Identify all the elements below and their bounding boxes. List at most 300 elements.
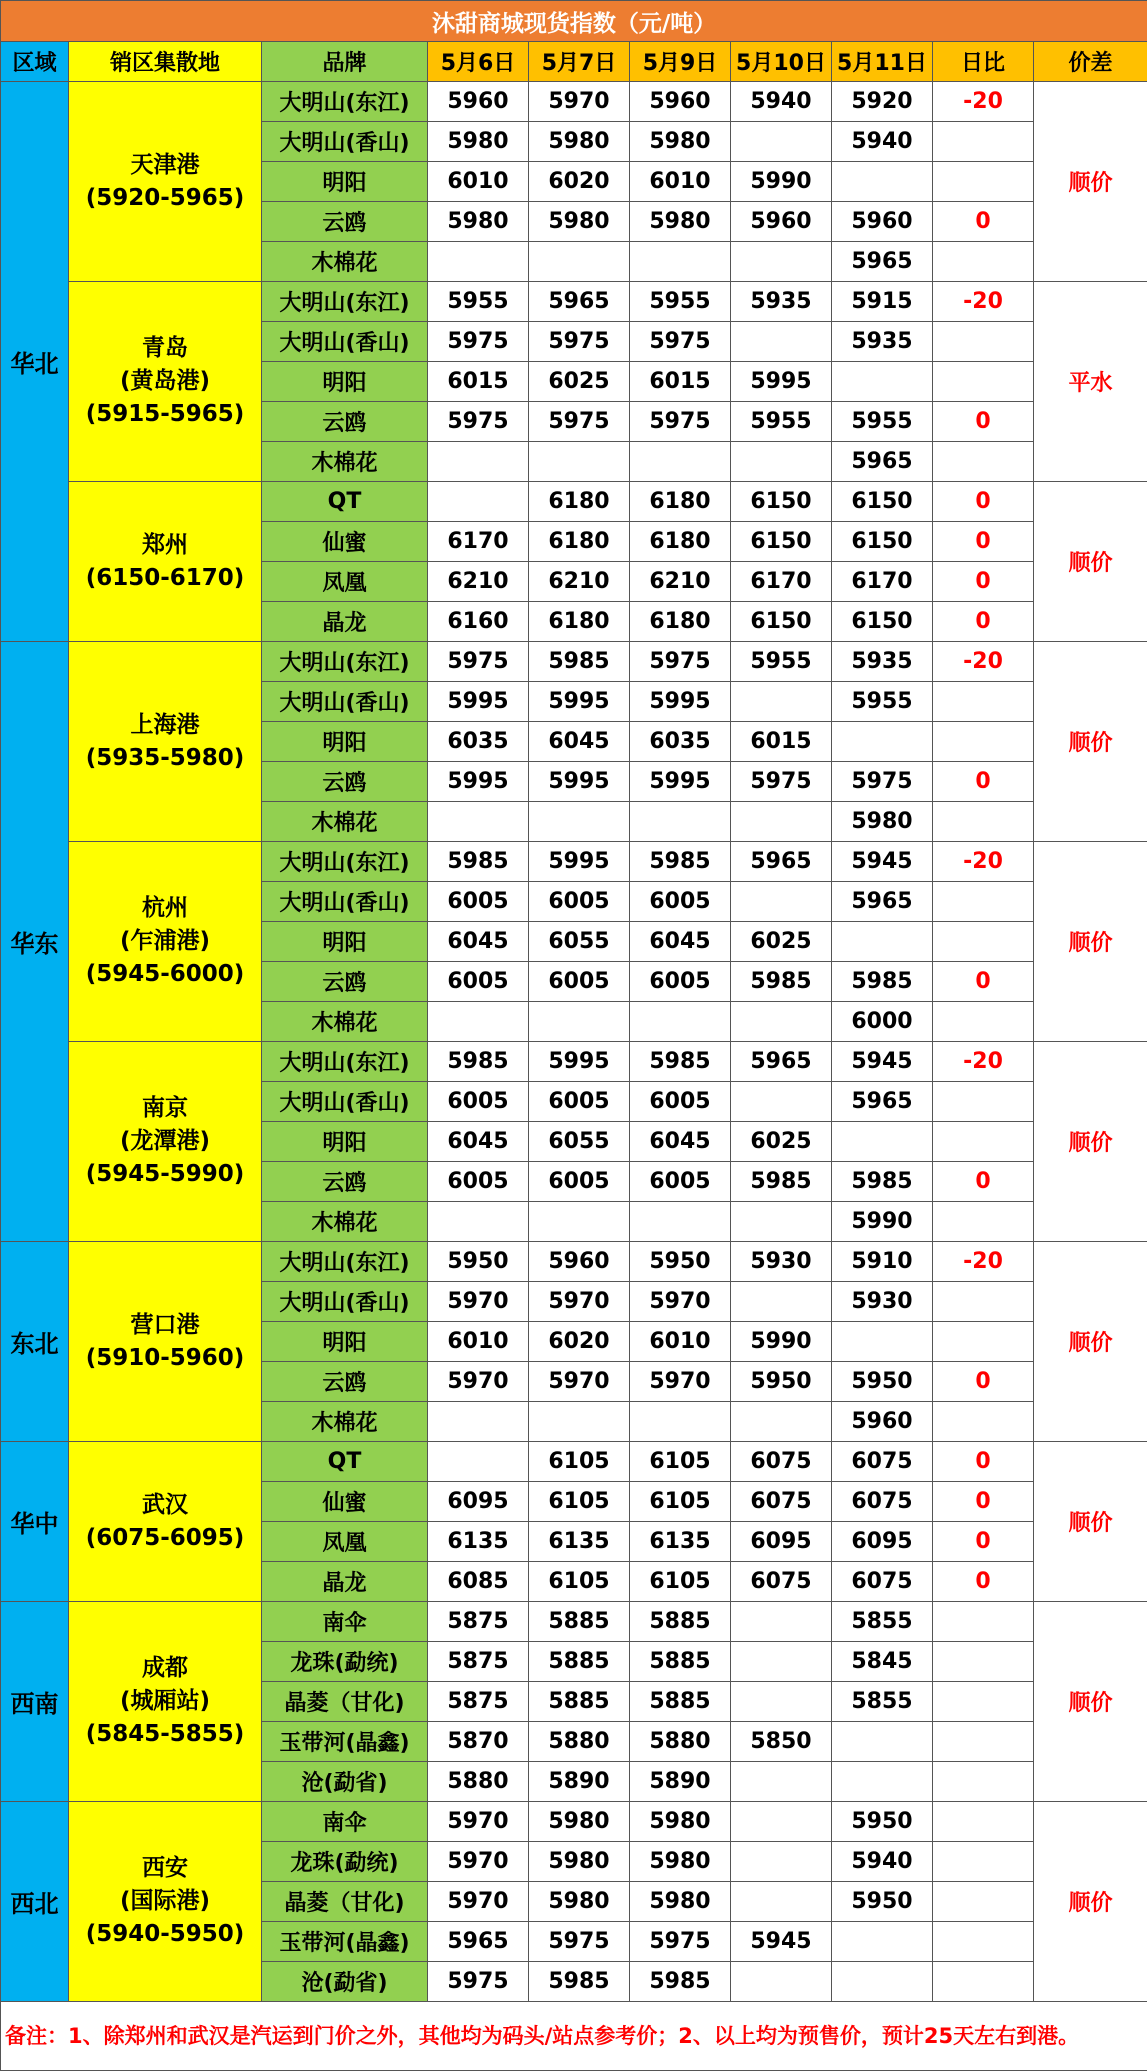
- price-cell: [731, 1282, 832, 1322]
- header-date: 5月11日: [832, 42, 933, 82]
- brand-cell: 大明山(香山): [262, 122, 428, 162]
- price-cell: 5980: [630, 1882, 731, 1922]
- header-brand: 品牌: [262, 42, 428, 82]
- price-cell: [731, 442, 832, 482]
- price-cell: 5965: [731, 842, 832, 882]
- price-cell: 6095: [832, 1522, 933, 1562]
- diff-cell: [933, 1722, 1034, 1762]
- header-date: 5月7日: [529, 42, 630, 82]
- table-row: [1, 82, 1147, 122]
- location-line: 营口港: [69, 1309, 261, 1342]
- price-cell: 5885: [630, 1642, 731, 1682]
- diff-cell: [933, 1762, 1034, 1802]
- location-line: (国际港): [69, 1885, 261, 1918]
- price-cell: [428, 1002, 529, 1042]
- diff-cell: 0: [933, 202, 1034, 242]
- header-row: [1, 42, 1147, 82]
- price-cell: 6105: [529, 1562, 630, 1602]
- price-cell: 6045: [529, 722, 630, 762]
- price-cell: 5935: [832, 642, 933, 682]
- price-cell: 6005: [630, 1162, 731, 1202]
- price-cell: 5975: [428, 322, 529, 362]
- price-cell: 5960: [832, 1402, 933, 1442]
- location-cell: [69, 642, 262, 842]
- location-cell: [69, 282, 262, 482]
- price-cell: 6005: [428, 882, 529, 922]
- table-row: [1, 1042, 1147, 1082]
- brand-cell: 木棉花: [262, 1202, 428, 1242]
- diff-cell: 0: [933, 402, 1034, 442]
- region-cell: 东北: [1, 1242, 69, 1442]
- brand-cell: 明阳: [262, 162, 428, 202]
- price-cell: 6135: [529, 1522, 630, 1562]
- price-cell: 5940: [832, 122, 933, 162]
- price-cell: 6015: [731, 722, 832, 762]
- price-cell: 6105: [529, 1442, 630, 1482]
- price-cell: 5875: [428, 1682, 529, 1722]
- price-cell: 6105: [529, 1482, 630, 1522]
- price-cell: 5975: [731, 762, 832, 802]
- price-cell: 6045: [428, 922, 529, 962]
- price-cell: 5985: [630, 1962, 731, 2002]
- brand-cell: 晶龙: [262, 1562, 428, 1602]
- brand-cell: 大明山(东江): [262, 282, 428, 322]
- price-cell: 5970: [428, 1802, 529, 1842]
- price-cell: 5985: [832, 962, 933, 1002]
- price-cell: [529, 1002, 630, 1042]
- brand-cell: 云鸥: [262, 402, 428, 442]
- price-cell: 5880: [529, 1722, 630, 1762]
- location-line: (乍浦港): [69, 925, 261, 958]
- price-cell: 5855: [832, 1682, 933, 1722]
- price-cell: [731, 1762, 832, 1802]
- price-cell: 6020: [529, 1322, 630, 1362]
- price-cell: 5955: [832, 682, 933, 722]
- price-cell: 6135: [630, 1522, 731, 1562]
- price-cell: [428, 1202, 529, 1242]
- price-cell: 5955: [832, 402, 933, 442]
- spread-cell: 顺价: [1034, 1042, 1147, 1242]
- price-cell: 5975: [630, 322, 731, 362]
- brand-cell: 大明山(香山): [262, 882, 428, 922]
- brand-cell: 龙珠(勐统): [262, 1842, 428, 1882]
- location-line: (5935-5980): [69, 742, 261, 775]
- price-cell: 5970: [428, 1362, 529, 1402]
- price-cell: [630, 1402, 731, 1442]
- price-cell: 6150: [832, 482, 933, 522]
- price-cell: [630, 1002, 731, 1042]
- price-cell: 5980: [630, 1802, 731, 1842]
- location-line: 青岛: [69, 332, 261, 365]
- price-cell: 5955: [428, 282, 529, 322]
- price-cell: [731, 1642, 832, 1682]
- price-cell: 5995: [428, 762, 529, 802]
- price-cell: 6045: [630, 1122, 731, 1162]
- table-body: [1, 82, 1147, 2002]
- price-cell: 5970: [428, 1282, 529, 1322]
- price-cell: 5875: [428, 1642, 529, 1682]
- location-line: 武汉: [69, 1489, 261, 1522]
- price-cell: [832, 362, 933, 402]
- price-cell: [832, 722, 933, 762]
- brand-cell: 龙珠(勐统): [262, 1642, 428, 1682]
- price-cell: [428, 1402, 529, 1442]
- price-cell: 5960: [630, 82, 731, 122]
- price-cell: 5965: [428, 1922, 529, 1962]
- price-cell: 6025: [731, 922, 832, 962]
- price-cell: 6025: [731, 1122, 832, 1162]
- price-cell: [832, 162, 933, 202]
- brand-cell: 大明山(香山): [262, 322, 428, 362]
- price-cell: 6005: [428, 1082, 529, 1122]
- price-cell: 5885: [630, 1602, 731, 1642]
- price-cell: 5885: [529, 1602, 630, 1642]
- price-cell: 5995: [428, 682, 529, 722]
- brand-cell: 大明山(东江): [262, 842, 428, 882]
- price-cell: [731, 242, 832, 282]
- location-cell: [69, 1042, 262, 1242]
- price-cell: 5980: [529, 1882, 630, 1922]
- location-line: (5915-5965): [69, 398, 261, 431]
- diff-cell: 0: [933, 522, 1034, 562]
- spread-cell: 顺价: [1034, 642, 1147, 842]
- price-cell: [630, 802, 731, 842]
- diff-cell: -20: [933, 1042, 1034, 1082]
- price-cell: 5940: [731, 82, 832, 122]
- footnote: 备注：1、除郑州和武汉是汽运到门价之外，其他均为码头/站点参考价；2、以上均为预售价，预计25天左右到港。: [1, 2002, 1147, 2071]
- price-cell: 5965: [529, 282, 630, 322]
- diff-cell: 0: [933, 1162, 1034, 1202]
- header-date: 5月9日: [630, 42, 731, 82]
- price-cell: [731, 682, 832, 722]
- price-cell: 6005: [428, 1162, 529, 1202]
- price-cell: 6075: [832, 1562, 933, 1602]
- brand-cell: 大明山(香山): [262, 1082, 428, 1122]
- brand-cell: QT: [262, 482, 428, 522]
- diff-cell: -20: [933, 82, 1034, 122]
- price-cell: 5985: [630, 842, 731, 882]
- price-cell: [731, 322, 832, 362]
- diff-cell: 0: [933, 1522, 1034, 1562]
- brand-cell: 云鸥: [262, 962, 428, 1002]
- price-cell: 6085: [428, 1562, 529, 1602]
- price-cell: [832, 1762, 933, 1802]
- brand-cell: 云鸥: [262, 202, 428, 242]
- price-cell: 5985: [529, 1962, 630, 2002]
- location-line: (城厢站): [69, 1685, 261, 1718]
- brand-cell: 木棉花: [262, 1002, 428, 1042]
- location-cell: [69, 1802, 262, 2002]
- location-cell: [69, 842, 262, 1042]
- price-cell: 5965: [832, 242, 933, 282]
- price-cell: 6025: [529, 362, 630, 402]
- brand-cell: 云鸥: [262, 762, 428, 802]
- location-line: 上海港: [69, 709, 261, 742]
- price-cell: 6005: [630, 962, 731, 1002]
- spread-cell: 顺价: [1034, 1442, 1147, 1602]
- diff-cell: [933, 1882, 1034, 1922]
- price-cell: 6010: [428, 162, 529, 202]
- table-row: [1, 1242, 1147, 1282]
- price-cell: 5965: [832, 1082, 933, 1122]
- diff-cell: [933, 1922, 1034, 1962]
- location-line: (5910-5960): [69, 1342, 261, 1375]
- diff-cell: [933, 1202, 1034, 1242]
- price-cell: [731, 1962, 832, 2002]
- price-cell: [529, 802, 630, 842]
- price-cell: 5955: [630, 282, 731, 322]
- price-cell: 6095: [428, 1482, 529, 1522]
- table-row: [1, 1802, 1147, 1842]
- diff-cell: -20: [933, 842, 1034, 882]
- price-cell: 5930: [832, 1282, 933, 1322]
- price-cell: 6075: [731, 1442, 832, 1482]
- price-cell: [832, 1722, 933, 1762]
- price-cell: 6045: [630, 922, 731, 962]
- price-cell: 5885: [529, 1682, 630, 1722]
- price-cell: [731, 1802, 832, 1842]
- price-cell: 6170: [731, 562, 832, 602]
- brand-cell: 晶菱（甘化): [262, 1682, 428, 1722]
- diff-cell: [933, 122, 1034, 162]
- price-cell: 5975: [630, 1922, 731, 1962]
- price-cell: 5975: [529, 322, 630, 362]
- brand-cell: 云鸥: [262, 1362, 428, 1402]
- price-cell: [731, 802, 832, 842]
- price-cell: 5935: [832, 322, 933, 362]
- price-cell: 6180: [630, 602, 731, 642]
- diff-cell: [933, 802, 1034, 842]
- region-cell: 华东: [1, 642, 69, 1242]
- brand-cell: 大明山(东江): [262, 1042, 428, 1082]
- price-cell: 6180: [529, 602, 630, 642]
- price-cell: [428, 1442, 529, 1482]
- brand-cell: 大明山(东江): [262, 642, 428, 682]
- location-line: (黄岛港): [69, 365, 261, 398]
- price-cell: 5845: [832, 1642, 933, 1682]
- price-cell: [832, 1322, 933, 1362]
- price-cell: 5965: [832, 442, 933, 482]
- price-cell: 5985: [731, 1162, 832, 1202]
- price-cell: 5990: [832, 1202, 933, 1242]
- price-cell: 5975: [428, 1962, 529, 2002]
- price-cell: 5980: [832, 802, 933, 842]
- price-cell: [529, 242, 630, 282]
- price-cell: 5850: [731, 1722, 832, 1762]
- diff-cell: [933, 1682, 1034, 1722]
- price-cell: 5880: [428, 1762, 529, 1802]
- header-location: 销区集散地: [69, 42, 262, 82]
- header-date: 5月10日: [731, 42, 832, 82]
- brand-cell: 沧(勐省): [262, 1962, 428, 2002]
- price-cell: 5930: [731, 1242, 832, 1282]
- price-cell: 5890: [529, 1762, 630, 1802]
- price-cell: [731, 1842, 832, 1882]
- price-cell: 5890: [630, 1762, 731, 1802]
- price-cell: 6135: [428, 1522, 529, 1562]
- brand-cell: 大明山(东江): [262, 82, 428, 122]
- price-cell: 6010: [630, 1322, 731, 1362]
- diff-cell: 0: [933, 1482, 1034, 1522]
- brand-cell: 木棉花: [262, 242, 428, 282]
- price-cell: [428, 482, 529, 522]
- header-spread: 价差: [1034, 42, 1147, 82]
- diff-cell: [933, 1802, 1034, 1842]
- price-cell: 5885: [630, 1682, 731, 1722]
- price-cell: [428, 442, 529, 482]
- price-cell: 6105: [630, 1442, 731, 1482]
- price-cell: 5975: [529, 1922, 630, 1962]
- price-cell: [832, 1122, 933, 1162]
- price-cell: [731, 1202, 832, 1242]
- brand-cell: 木棉花: [262, 802, 428, 842]
- price-cell: 5980: [428, 202, 529, 242]
- price-cell: 5980: [529, 1802, 630, 1842]
- price-cell: [630, 242, 731, 282]
- location-cell: [69, 82, 262, 282]
- price-cell: 5975: [529, 402, 630, 442]
- price-cell: 5975: [428, 402, 529, 442]
- diff-cell: [933, 922, 1034, 962]
- price-cell: 6105: [630, 1482, 731, 1522]
- location-line: (5920-5965): [69, 182, 261, 215]
- location-cell: [69, 1442, 262, 1602]
- location-line: 郑州: [69, 529, 261, 562]
- location-line: (5845-5855): [69, 1718, 261, 1751]
- brand-cell: 玉带河(晶鑫): [262, 1722, 428, 1762]
- price-cell: 6000: [832, 1002, 933, 1042]
- table-row: [1, 642, 1147, 682]
- brand-cell: 沧(勐省): [262, 1762, 428, 1802]
- price-cell: 5990: [731, 1322, 832, 1362]
- brand-cell: 南伞: [262, 1602, 428, 1642]
- spread-cell: 顺价: [1034, 82, 1147, 282]
- location-cell: [69, 482, 262, 642]
- price-cell: [832, 922, 933, 962]
- price-cell: 5950: [832, 1802, 933, 1842]
- price-cell: 6150: [832, 522, 933, 562]
- price-cell: 5985: [529, 642, 630, 682]
- brand-cell: 明阳: [262, 362, 428, 402]
- diff-cell: [933, 1082, 1034, 1122]
- price-cell: 5945: [832, 1042, 933, 1082]
- price-cell: 6035: [428, 722, 529, 762]
- price-cell: 5880: [630, 1722, 731, 1762]
- brand-cell: 大明山(香山): [262, 682, 428, 722]
- location-line: (龙潭港): [69, 1125, 261, 1158]
- price-cell: 5985: [630, 1042, 731, 1082]
- price-cell: 5950: [630, 1242, 731, 1282]
- price-cell: 5875: [428, 1602, 529, 1642]
- price-cell: 5935: [731, 282, 832, 322]
- price-cell: [630, 1202, 731, 1242]
- price-cell: 5970: [529, 1282, 630, 1322]
- price-cell: 5970: [529, 1362, 630, 1402]
- region-cell: 华中: [1, 1442, 69, 1602]
- price-cell: 5995: [529, 762, 630, 802]
- spread-cell: 顺价: [1034, 1602, 1147, 1802]
- header-date: 5月6日: [428, 42, 529, 82]
- price-cell: 5980: [529, 1842, 630, 1882]
- location-line: 天津港: [69, 149, 261, 182]
- price-cell: 5995: [630, 762, 731, 802]
- price-cell: 6150: [832, 602, 933, 642]
- price-cell: 6055: [529, 1122, 630, 1162]
- region-cell: 华北: [1, 82, 69, 642]
- diff-cell: [933, 1402, 1034, 1442]
- diff-cell: [933, 1122, 1034, 1162]
- diff-cell: [933, 1602, 1034, 1642]
- price-cell: 5910: [832, 1242, 933, 1282]
- price-cell: 5960: [529, 1242, 630, 1282]
- location-line: (6075-6095): [69, 1522, 261, 1555]
- header-region: 区域: [1, 42, 69, 82]
- price-cell: 6160: [428, 602, 529, 642]
- price-cell: 6010: [428, 1322, 529, 1362]
- price-cell: 5980: [630, 1842, 731, 1882]
- price-cell: 5975: [428, 642, 529, 682]
- price-cell: 5950: [832, 1362, 933, 1402]
- diff-cell: [933, 682, 1034, 722]
- price-cell: 6005: [428, 962, 529, 1002]
- location-line: 成都: [69, 1652, 261, 1685]
- price-cell: [832, 1922, 933, 1962]
- diff-cell: [933, 1642, 1034, 1682]
- price-cell: 5950: [428, 1242, 529, 1282]
- price-cell: 6210: [428, 562, 529, 602]
- region-cell: 西北: [1, 1802, 69, 2002]
- spread-cell: 平水: [1034, 282, 1147, 482]
- brand-cell: 大明山(东江): [262, 1242, 428, 1282]
- price-cell: 6005: [529, 962, 630, 1002]
- diff-cell: [933, 882, 1034, 922]
- diff-cell: [933, 1842, 1034, 1882]
- region-cell: 西南: [1, 1602, 69, 1802]
- diff-cell: 0: [933, 962, 1034, 1002]
- spread-cell: 顺价: [1034, 1802, 1147, 2002]
- location-cell: [69, 1242, 262, 1442]
- price-cell: 5975: [832, 762, 933, 802]
- location-cell: [69, 1602, 262, 1802]
- price-cell: 5960: [428, 82, 529, 122]
- price-cell: 5980: [630, 122, 731, 162]
- brand-cell: 凤凰: [262, 562, 428, 602]
- table-row: [1, 1602, 1147, 1642]
- price-cell: [731, 1682, 832, 1722]
- brand-cell: 南伞: [262, 1802, 428, 1842]
- price-cell: 5985: [832, 1162, 933, 1202]
- diff-cell: [933, 242, 1034, 282]
- location-line: (5945-6000): [69, 958, 261, 991]
- price-cell: 6150: [731, 522, 832, 562]
- price-cell: 5960: [731, 202, 832, 242]
- diff-cell: 0: [933, 562, 1034, 602]
- price-cell: 6005: [630, 882, 731, 922]
- diff-cell: 0: [933, 1562, 1034, 1602]
- spread-cell: 顺价: [1034, 842, 1147, 1042]
- price-cell: 5985: [428, 842, 529, 882]
- header-diff: 日比: [933, 42, 1034, 82]
- price-cell: [731, 1082, 832, 1122]
- price-cell: 6180: [529, 482, 630, 522]
- brand-cell: 明阳: [262, 1322, 428, 1362]
- price-cell: 6010: [630, 162, 731, 202]
- diff-cell: [933, 442, 1034, 482]
- price-cell: 5970: [428, 1842, 529, 1882]
- brand-cell: 晶菱（甘化): [262, 1882, 428, 1922]
- price-cell: [529, 1402, 630, 1442]
- price-cell: 5985: [731, 962, 832, 1002]
